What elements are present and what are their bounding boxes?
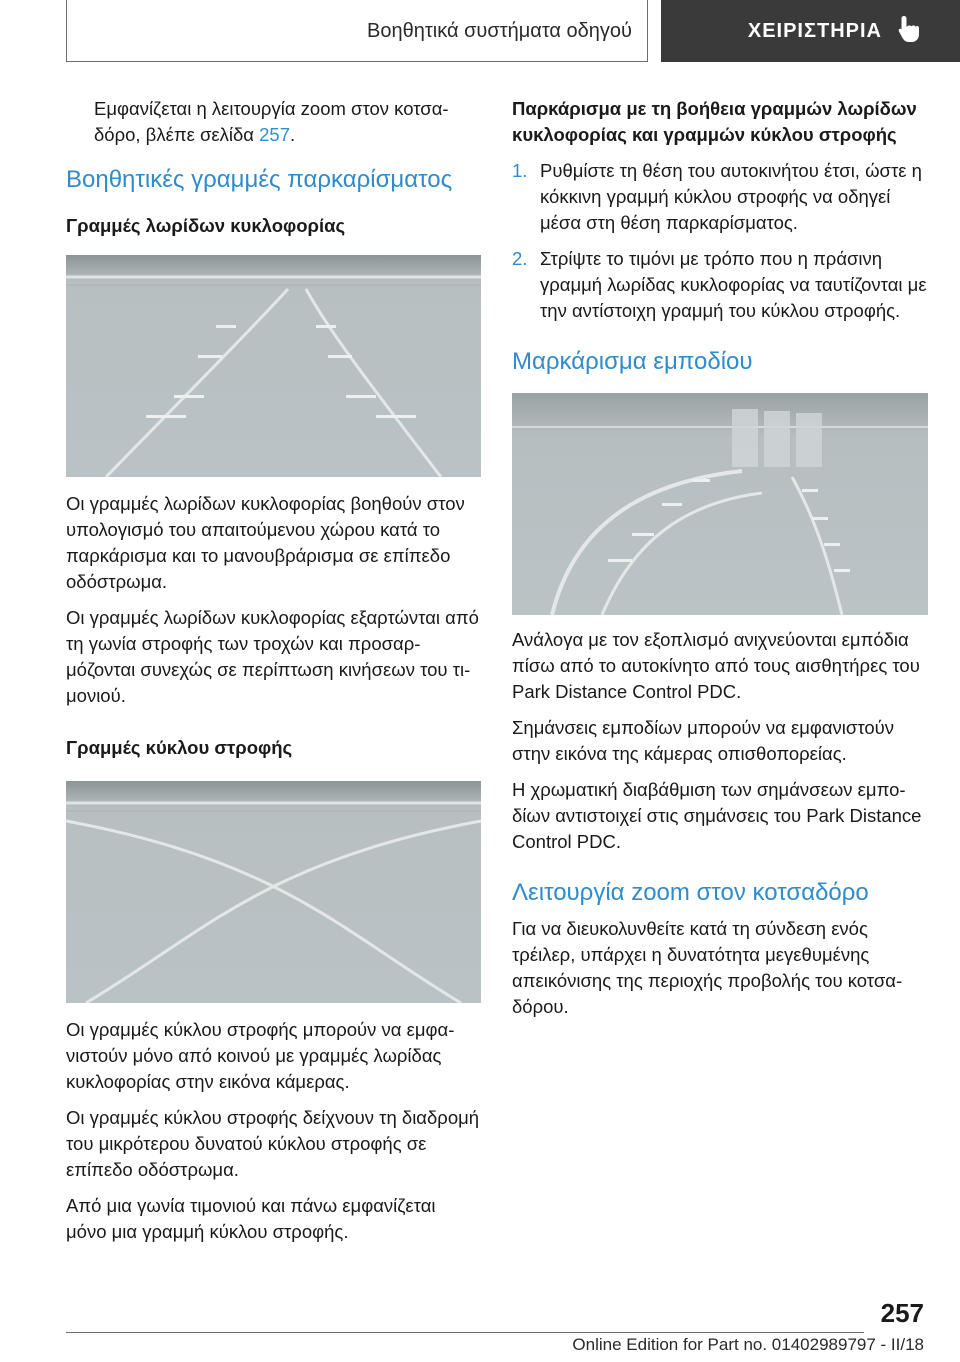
heading-zoom: Λειτουργία zoom στον κοτσαδόρο xyxy=(512,879,869,906)
right-column xyxy=(512,96,928,1030)
step-text: Ρυθμίστε τη θέση του αυτοκινήτου έτσι, ώστε η κόκκινη γραμμή κύκλου στροφής να οδηγεί μέσα στη θέση παρκαρίσματος. xyxy=(540,160,922,233)
heading-turn-lines: Γραμμές κύκλου στροφής xyxy=(66,737,293,758)
step-text: Στρίψτε το τιμόνι με τρόπο που η πράσινη γραμμή λωρίδας κυκλοφορίας να ταυτίζονται με την αντίστοιχη γραμμή του κύκλου στροφής. xyxy=(540,248,927,321)
intro-end: . xyxy=(290,124,296,145)
section-title: Βοηθητικά συστήματα οδηγού xyxy=(367,19,632,42)
hand-pointer-icon xyxy=(896,14,922,49)
turn-lines-image xyxy=(66,781,481,1003)
edition-text: Online Edition for Part no. 01402989797 - II/18 xyxy=(572,1335,924,1354)
lane-paragraph-2: Οι γραμμές λωρίδων κυκλοφορίας εξαρτώνται από τη γωνία στροφής των τροχών και προσαρμόζονται συνεχώς σε περίπτωση κινήσεων του τιμονιού. xyxy=(66,607,479,706)
footer-divider xyxy=(66,1332,864,1333)
heading-park-with-lines: Παρκάρισμα με τη βοήθεια γραμμών λωρίδων κυκλοφορίας και γραμμών κύκλου στροφής xyxy=(512,98,917,145)
lane-lines-image xyxy=(66,255,481,477)
step-1 xyxy=(512,158,928,236)
step-number: 1. xyxy=(512,160,528,181)
page-number: 257 xyxy=(880,1298,924,1328)
footer-edition xyxy=(572,1335,924,1355)
heading-assist-lines: Βοηθητικές γραμμές παρκαρίσματος xyxy=(66,166,453,193)
turn-paragraph-3: Από μια γωνία τιμονιού και πάνω εμφανίζεται μόνο μια γραμμή κύκλου στροφής. xyxy=(66,1195,436,1242)
zoom-paragraph: Για να διευκολυνθείτε κατά τη σύνδεση ενός τρέιλερ, υπάρχει η δυνατότητα μεγεθυμένης απεικόνισης της περιοχής προβολής του κοτσαδόρου. xyxy=(512,918,903,1017)
page-link[interactable]: 257 xyxy=(259,124,291,145)
chapter-tab[interactable] xyxy=(661,0,960,62)
intro-paragraph xyxy=(66,96,481,148)
obstacle-marking-image xyxy=(512,393,928,615)
turn-paragraph-1: Οι γραμμές κύκλου στροφής μπορούν να εμφανιστούν μόνο από κοινού με γραμμές λωρίδας κυκλοφορίας στην εικόνα κάμερας. xyxy=(66,1019,455,1092)
step-number: 2. xyxy=(512,248,528,269)
lane-paragraph-1: Οι γραμμές λωρίδων κυκλοφορίας βοηθούν στον υπολογισμό του απαιτούμενου χώρου κατά το παρκάρισμα και το μανουβράρισμα σε επίπεδο οδόστρωμα. xyxy=(66,493,465,592)
heading-obstacle: Μαρκάρισμα εμποδίου xyxy=(512,348,753,375)
step-2 xyxy=(512,246,928,324)
heading-lane-lines: Γραμμές λωρίδων κυκλοφορίας xyxy=(66,215,346,236)
chapter-tab-label: ΧΕΙΡΙΣΤΗΡΙΑ xyxy=(747,19,882,42)
obstacle-paragraph-2: Σημάνσεις εμποδίων μπορούν να εμφανιστούν στην εικόνα της κάμερας οπισθοπορείας. xyxy=(512,717,895,764)
obstacle-paragraph-3: Η χρωματική διαβάθμιση των σημάνσεων εμποδίων αντιστοιχεί στις σημάνσεις του Park Distance Control PDC. xyxy=(512,779,922,852)
left-column xyxy=(66,96,481,1255)
intro-text: Εμφανίζεται η λειτουργία zoom στον κοτσαδόρο, βλέπε σελίδα xyxy=(94,98,449,145)
obstacle-paragraph-1: Ανάλογα με τον εξοπλισμό ανιχνεύονται εμπόδια πίσω από το αυτοκίνητο από τους αισθητήρες του Park Distance Control PDC. xyxy=(512,629,920,702)
turn-paragraph-2: Οι γραμμές κύκλου στροφής δείχνουν τη διαδρομή του μικρότερου δυνατού κύκλου στροφής σε επίπεδο οδόστρωμα. xyxy=(66,1107,480,1180)
